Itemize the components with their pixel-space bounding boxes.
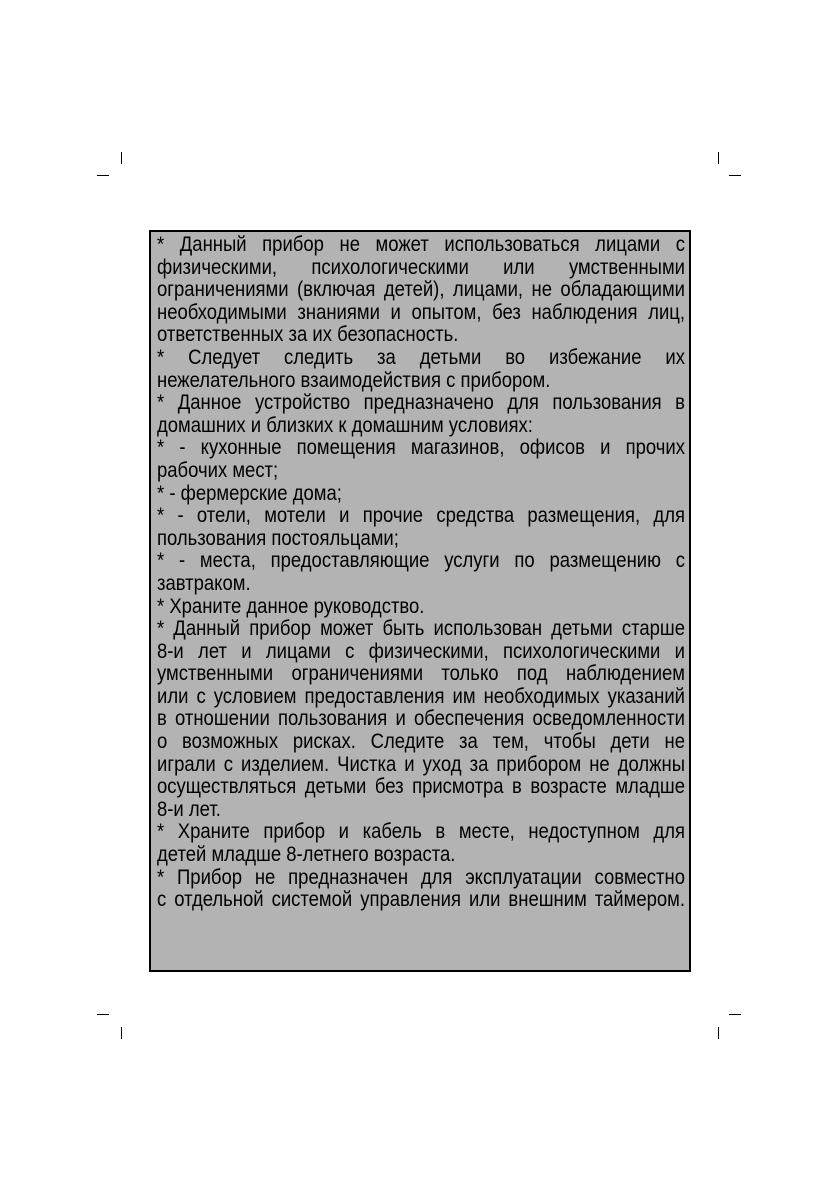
notice-line: ответственных за их безопасность. [157, 323, 459, 347]
notice-line: * Данное устройство предназначено для пользования в [157, 391, 685, 415]
notice-line: пользования постояльцами; [157, 526, 399, 550]
notice-line: в отношении пользования и обеспечения осведомленности [157, 707, 685, 731]
notice-line: * - фермерские дома; [157, 481, 342, 505]
notice-line: физическими, психологическими или умственными [157, 255, 685, 279]
notice-line: играли с изделием. Чистка и уход за прибором не должны [157, 752, 685, 776]
crop-mark-top-right-vertical [718, 152, 719, 164]
notice-line: необходимыми знаниями и опытом, без наблюдения лиц, [157, 300, 685, 324]
notice-line: * Данный прибор может быть использован детьми старше [157, 617, 685, 641]
crop-mark-top-left-vertical [121, 152, 122, 164]
notice-line: * - отели, мотели и прочие средства размещения, для [157, 504, 685, 528]
notice-line: детей младше 8-летнего возраста. [157, 843, 456, 867]
notice-line: умственными ограничениями только под наблюдением [157, 662, 685, 686]
notice-line: домашних и близких к домашним условиях: [157, 413, 533, 437]
notice-line: * Прибор не предназначен для эксплуатации совместно [157, 865, 685, 889]
safety-notice-box [149, 230, 691, 972]
crop-mark-bottom-right-vertical [718, 1027, 719, 1039]
notice-line: 8-и лет и лицами с физическими, психологическими и [157, 639, 685, 663]
notice-line: * Следует следить за детьми во избежание их [157, 345, 685, 369]
crop-mark-top-right-horizontal [729, 175, 741, 176]
notice-line: * - кухонные помещения магазинов, офисов и прочих [157, 436, 685, 460]
crop-mark-top-left-horizontal [97, 175, 109, 176]
crop-mark-bottom-left-horizontal [97, 1014, 109, 1015]
notice-line: * Храните прибор и кабель в месте, недоступном для [157, 820, 685, 844]
notice-line: ограничениями (включая детей), лицами, не обладающими [157, 278, 685, 302]
notice-line: о возможных рисках. Следите за тем, чтобы дети не [157, 730, 685, 754]
notice-line: завтраком. [157, 571, 251, 595]
notice-line: осуществляться детьми без присмотра в возрасте младше [157, 775, 685, 799]
notice-line: или с условием предоставления им необходимых указаний [157, 684, 685, 708]
notice-line: * Данный прибор не может использоваться лицами с [157, 233, 685, 256]
notice-line: нежелательного взаимодействия с прибором. [157, 368, 551, 392]
crop-mark-bottom-left-vertical [121, 1027, 122, 1039]
notice-line: рабочих мест; [157, 458, 279, 482]
notice-line: * - места, предоставляющие услуги по размещению с [157, 549, 685, 573]
notice-line: 8-и лет. [157, 797, 221, 821]
crop-mark-bottom-right-horizontal [729, 1014, 741, 1015]
notice-line: * Храните данное руководство. [157, 594, 425, 618]
notice-line: с отдельной системой управления или внешним таймером. [157, 888, 685, 912]
